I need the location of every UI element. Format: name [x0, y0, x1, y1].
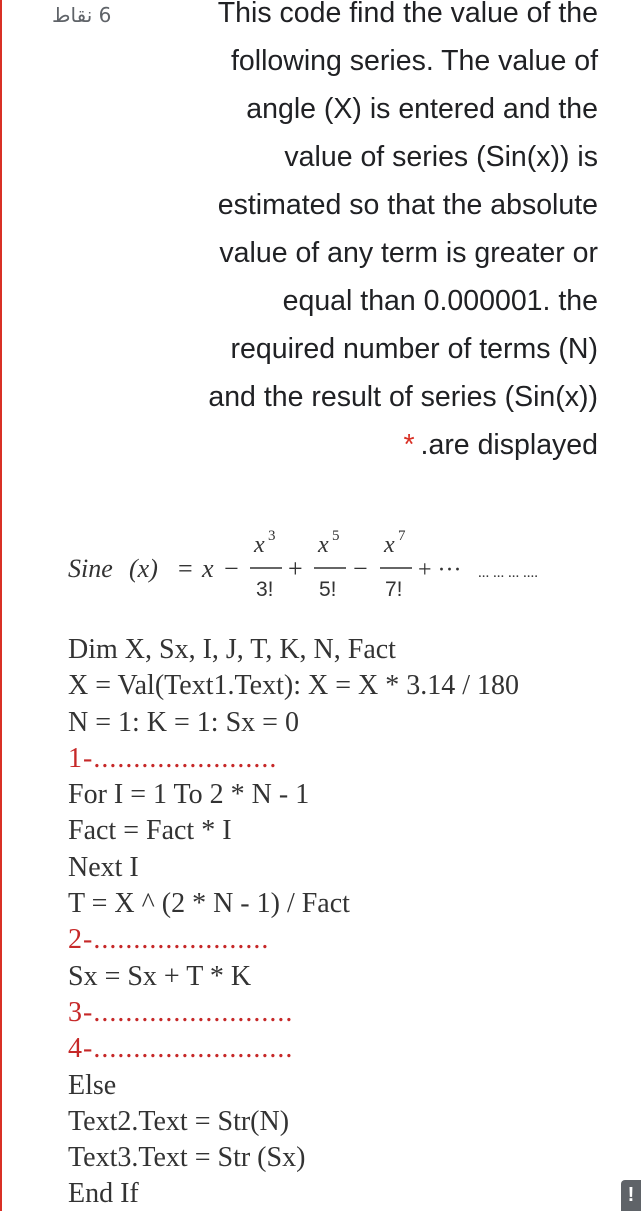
- code-line: T = X ^ (2 * N - 1) / Fact: [68, 888, 350, 920]
- question-line: .are displayed: [420, 429, 598, 461]
- code-line: Next I: [68, 851, 139, 883]
- code-blank-4: 4-.........................: [68, 1033, 294, 1065]
- question-line: and the result of series (Sin(x)): [208, 381, 598, 413]
- code-line: Sx = Sx + T * K: [68, 960, 252, 992]
- code-blank-2: 2-......................: [68, 924, 270, 956]
- question-line: value of any term is greater or: [219, 237, 598, 269]
- code-line: Text2.Text = Str(N): [68, 1105, 290, 1137]
- code-blank-1: 1-.......................: [68, 742, 278, 774]
- term3-numerator-base: x: [384, 532, 395, 558]
- formula-graphic: [0, 522, 641, 612]
- formula-arg: (x): [129, 554, 158, 583]
- question-line: angle (X) is entered and the: [246, 93, 598, 125]
- formula-continuation: + ···: [418, 557, 462, 583]
- question-last-line: [140, 421, 598, 469]
- formula-dots: ... ... ... ....: [478, 565, 538, 581]
- question-line: following series. The value of: [230, 45, 598, 77]
- sine-series-formula: [0, 522, 641, 612]
- formula-plus: +: [288, 554, 303, 583]
- required-asterisk: *: [403, 429, 415, 461]
- code-line: Fact = Fact * I: [68, 815, 232, 847]
- question-line: estimated so that the absolute: [217, 189, 598, 221]
- points-label: 6 نقاط: [52, 3, 112, 27]
- term1-numerator-exponent: 3: [268, 528, 276, 544]
- formula-minus: −: [353, 554, 368, 583]
- term2-numerator-base: x: [318, 532, 329, 558]
- feedback-chip[interactable]: !: [621, 1180, 641, 1211]
- term3-denominator: 7!: [385, 578, 403, 601]
- question-line: This code find the value of the: [217, 0, 598, 29]
- question-line: value of series (Sin(x)) is: [284, 141, 598, 173]
- formula-x: x: [202, 554, 214, 583]
- question-line: required number of terms (N): [230, 333, 598, 365]
- code-line: Else: [68, 1069, 117, 1101]
- vb-code-listing: [68, 632, 519, 1213]
- code-line: Text3.Text = Str (Sx): [68, 1142, 306, 1174]
- question-line: equal than 0.000001. the: [282, 285, 598, 317]
- term1-denominator: 3!: [256, 578, 274, 601]
- formula-minus: −: [224, 554, 239, 583]
- code-line: X = Val(Text1.Text): X = X * 3.14 / 180: [68, 670, 519, 702]
- code-line: End If: [68, 1178, 139, 1210]
- term2-numerator-exponent: 5: [332, 528, 340, 544]
- code-line: N = 1: K = 1: Sx = 0: [68, 706, 299, 738]
- question-text: [140, 0, 598, 469]
- code-line: For I = 1 To 2 * N - 1: [68, 779, 310, 811]
- term1-numerator-base: x: [254, 532, 265, 558]
- formula-lhs: Sine: [68, 554, 113, 583]
- code-blank-3: 3-.........................: [68, 996, 294, 1028]
- code-line: Dim X, Sx, I, J, T, K, N, Fact: [68, 634, 396, 665]
- term2-denominator: 5!: [319, 578, 337, 601]
- term3-numerator-exponent: 7: [398, 528, 406, 544]
- formula-equals: =: [178, 554, 193, 583]
